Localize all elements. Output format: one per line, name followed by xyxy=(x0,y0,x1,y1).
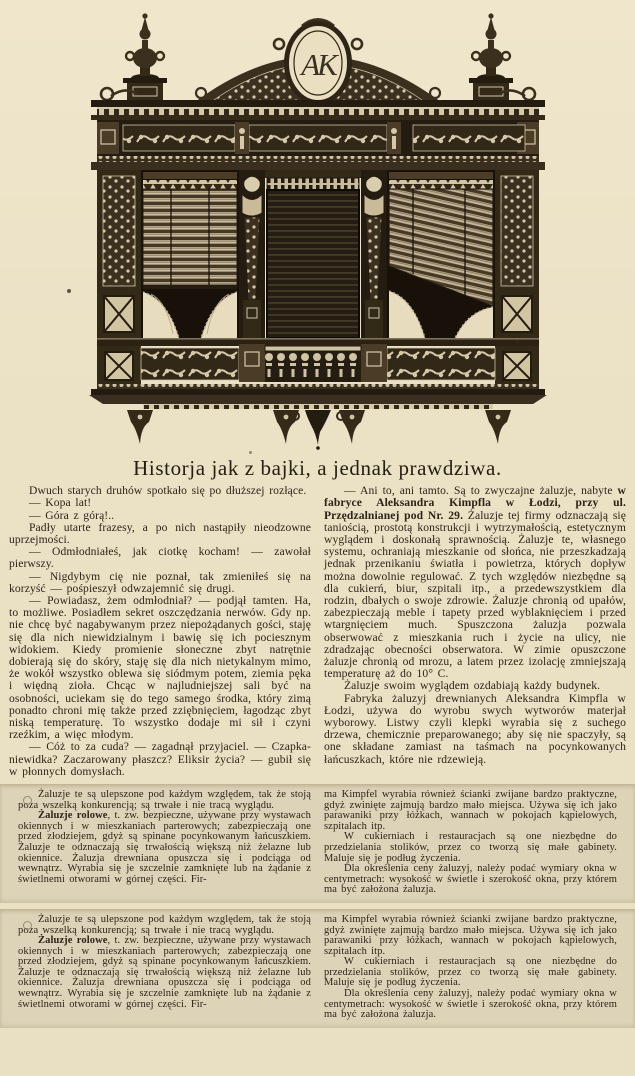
paper-stain xyxy=(67,289,71,293)
text-run: — Powiadasz, żem odmłodniał? — podjął tamten. Ha, to możliwe. Posiadłem sekret oszczędzania nerwów. Gdy np. nie chcę być nagabywanym przez niepożądanych gości, staję się dla nich niewidzialnym i bawię się ich pociesznym widokiem. Kiedy promienie słoneczne zbyt natrętnie dobierają się do skóry, staję się dla nich nietykalnym mimo, że wokół wszystko oblewa się siódmym potem, ziemia pęka i więdną zioła. Chcąc w najludniejszej sali być na osobności, uciekam się do tego samego środka, który zimą ponadto chroni mię także przed zziębnięciem, łagodząc zbyt niską temperaturę. To wszystko dodaje mi sił i czyni rzeźkim, a więc młodym. xyxy=(9,593,311,742)
text-run: Żaluzje te są ulepszone pod każdym względem, tak że stoją poza wszelką konkurencją; są trwałe i nie tracą wyglądu. xyxy=(18,913,311,936)
bold-text-run: Żaluzje rolowe xyxy=(38,810,108,822)
text-run: Żaluzje te są ulepszone pod każdym względem, tak że stoją poza wszelką konkurencją; są trwałe i nie tracą wyglądu. xyxy=(18,788,311,811)
monogram-text: AK xyxy=(300,47,335,82)
engraving-monogram-medallion xyxy=(284,21,352,105)
engraving-left-window xyxy=(141,170,239,338)
text-run: ma Kimpfel wyrabia również ścianki zwijane bardzo praktyczne, gdyż zwinięte zajmują bardzo mało miejsca. Używa się ich jako parawaniki przy łóżkach, wannach w pokojach kąpielowych, szpitalach itp. xyxy=(324,913,617,957)
paper-stain xyxy=(249,451,252,454)
text-run: Dla określenia ceny żaluzyj, należy podać wymiary okna w centymetrach: wysokość w świetle i szerokość okna, przy którem ma być założona żaluzja. xyxy=(324,988,617,1021)
paragraph xyxy=(324,989,617,1021)
engraving-left-caryatid xyxy=(239,170,265,338)
text-run: — Kopa lat! xyxy=(29,496,92,510)
paragraph xyxy=(18,790,311,811)
engraving-right-window xyxy=(387,170,495,338)
text-run: — Ani to, ani tamto. Są to zwyczajne żaluzje, nabyte xyxy=(344,484,618,498)
bold-text-run: w fabryce Aleksandra Kimpfla w Łodzi, przy ul. Przędzalnianej pod Nr. 29. xyxy=(324,484,626,522)
engraving-balustrade xyxy=(97,338,539,386)
duplicated-strip-2 xyxy=(0,909,635,1028)
text-run: Padły utarte frazesy, a po nich nastąpiły nieodzowne uprzejmości. xyxy=(9,520,311,546)
text-run: , t. zw. bezpieczne, używane przy wystawach okiennych i w mieszkaniach parterowych; zabezpieczają one przed złodziejem, gdyż są spinane pocynkowanym łańcuszkiem. Żaluzje te odznaczają się trwałością większą niż żelazne lub okiennice. Żaluzja drewniana opuszcza się i podciąga od wewnątrz. Wyrabia się je szczelnie zamknięte lub na żądanie z świetlnemi otworami w górnej części. Fir- xyxy=(18,810,311,885)
main-text-block xyxy=(0,485,635,778)
engraving-center-window xyxy=(265,170,361,338)
paragraph xyxy=(18,936,311,1010)
engraving-ledge xyxy=(89,384,547,409)
paragraph xyxy=(9,546,311,570)
engraving-right-caryatid xyxy=(361,170,387,338)
text-run: — Cóż to za cuda? — zagadnął przyjaciel. — Czapka-niewidka? Zaczarowany płaszcz? Eliksir życia? — gubił się w płonnych domysłach. xyxy=(9,740,311,778)
paper-stain xyxy=(516,340,519,343)
paragraph xyxy=(324,864,617,896)
strip-1-right-column xyxy=(324,790,617,896)
strip-2-right-column xyxy=(324,915,617,1021)
paragraph xyxy=(18,915,311,936)
paragraph xyxy=(324,832,617,864)
text-run: W cukierniach i restauracjach są one niezbędne do przedzielania stolików, przez co tworzą się małe gabinety. Maluje się je podług życzenia. xyxy=(324,831,617,864)
engraving-right-finial xyxy=(469,13,513,100)
main-left-column xyxy=(9,485,311,778)
strip-2-text-block xyxy=(9,915,626,1021)
paragraph xyxy=(9,522,311,546)
main-right-column xyxy=(324,485,626,778)
text-run: W cukierniach i restauracjach są one niezbędne do przedzielania stolików, przez co tworzą się małe gabinety. Maluje się je podług życzenia. xyxy=(324,956,617,989)
paragraph xyxy=(324,915,617,957)
text-run: Żaluzje tej firmy odznaczają się taniością, prostotą konstrukcji i wytrzymałością, estetycznym wyglądem i doskonałą sprawnością. Żaluzje te, własnego systemu, ochraniają mieszkanie od słońca, nie przeszkadzają jednak przenikaniu światła i powietrza, których dopływ można dowolnie regulować. Z tych względów niezbędne są dla cukierń, biur, szpitali itp., a przedewszystkiem dla rodzin, dbałych o swoje zdrowie. Żaluzje chronią od upałów, zabezpieczają meble i tapety przed wyblaknięciem i przed wtargnięciem much. Spuszczona żaluzja pozwala obserwować z mieszkania ruch i życie na ulicy, nie zdradzając obecności obserwatora. W zimie opuszczone żaluzje chronią od mrozu, a latem przez izolację zmniejszają temperaturę aż do 10° C. xyxy=(324,508,626,681)
text-run: — Góra z górą!.. xyxy=(29,508,115,522)
paragraph xyxy=(9,571,311,595)
engraving-frieze xyxy=(91,120,545,170)
margin-ring-artifact xyxy=(23,796,32,805)
duplicated-strip-1 xyxy=(0,784,635,903)
text-run: — Odmłodniałeś, jak ciotkę kocham! — zawołał pierwszy. xyxy=(9,545,311,571)
text-run: Fabryka żaluzyj drewnianych Aleksandra Kimpfla w Łodzi, używa do wyrobu swych wytworów materjał wyborowy. Listwy czyli klepki wyrabia się z suchego drzewa, chemicznie preparowanego; aby się nie spaczyły, są one składane zamiast na taśmach na pocynkowanych łańcuszkach, które nie rdzewieją. xyxy=(324,691,626,766)
paragraph xyxy=(9,741,311,778)
paragraph xyxy=(324,957,617,989)
strip-1-left-column xyxy=(18,790,311,896)
margin-ring-artifact xyxy=(23,921,32,930)
window-blinds-engraving xyxy=(83,4,553,450)
engraving-cornice xyxy=(91,100,545,120)
paragraph xyxy=(18,811,311,885)
paragraph xyxy=(9,595,311,741)
text-run: Dla określenia ceny żaluzyj, należy podać wymiary okna w centymetrach: wysokość w świetle i szerokość okna, przy którem ma być założona żaluzja. xyxy=(324,863,617,896)
engraving-left-finial xyxy=(123,13,167,100)
engraving-brackets xyxy=(127,410,511,450)
strip-1-text-block xyxy=(9,790,626,896)
paragraph xyxy=(324,790,617,832)
text-run: — Nigdybym cię nie poznał, tak zmieniłeś się na korzyść — pośpieszył odwzajemnić się drugi. xyxy=(9,569,311,595)
paragraph xyxy=(324,693,626,766)
engraving-right-pilaster xyxy=(495,170,539,338)
text-run: , t. zw. bezpieczne, używane przy wystawach okiennych i w mieszkaniach parterowych; zabezpieczają one przed złodziejem, gdyż są spinane pocynkowanym łańcuszkiem. Żaluzje te odznaczają się trwałością większą niż żelazne lub okiennice. Żaluzja drewniana opuszcza się i podciąga od wewnątrz. Wyrabia się je szczelnie zamknięte lub na żądanie z świetlnemi otworami w górnej części. Fir- xyxy=(18,935,311,1010)
bold-text-run: Żaluzje rolowe xyxy=(38,935,108,947)
engraving-left-pilaster xyxy=(97,170,141,338)
strip-2-left-column xyxy=(18,915,311,1021)
text-run: Żaluzje swoim wyglądem ozdabiają każdy budynek. xyxy=(344,679,601,693)
paragraph xyxy=(324,485,626,680)
text-run: Dwuch starych druhów spotkało się po dłuższej rozłące. xyxy=(29,484,307,498)
page-title: Historja jak z bajki, a jednak prawdziwa. xyxy=(133,456,502,480)
text-run: ma Kimpfel wyrabia również ścianki zwijane bardzo praktyczne, gdyż zwinięte zajmują bardzo mało miejsca. Używa się ich jako parawaniki przy łóżkach, wannach w pokojach kąpielowych, szpitalach itp. xyxy=(324,788,617,832)
